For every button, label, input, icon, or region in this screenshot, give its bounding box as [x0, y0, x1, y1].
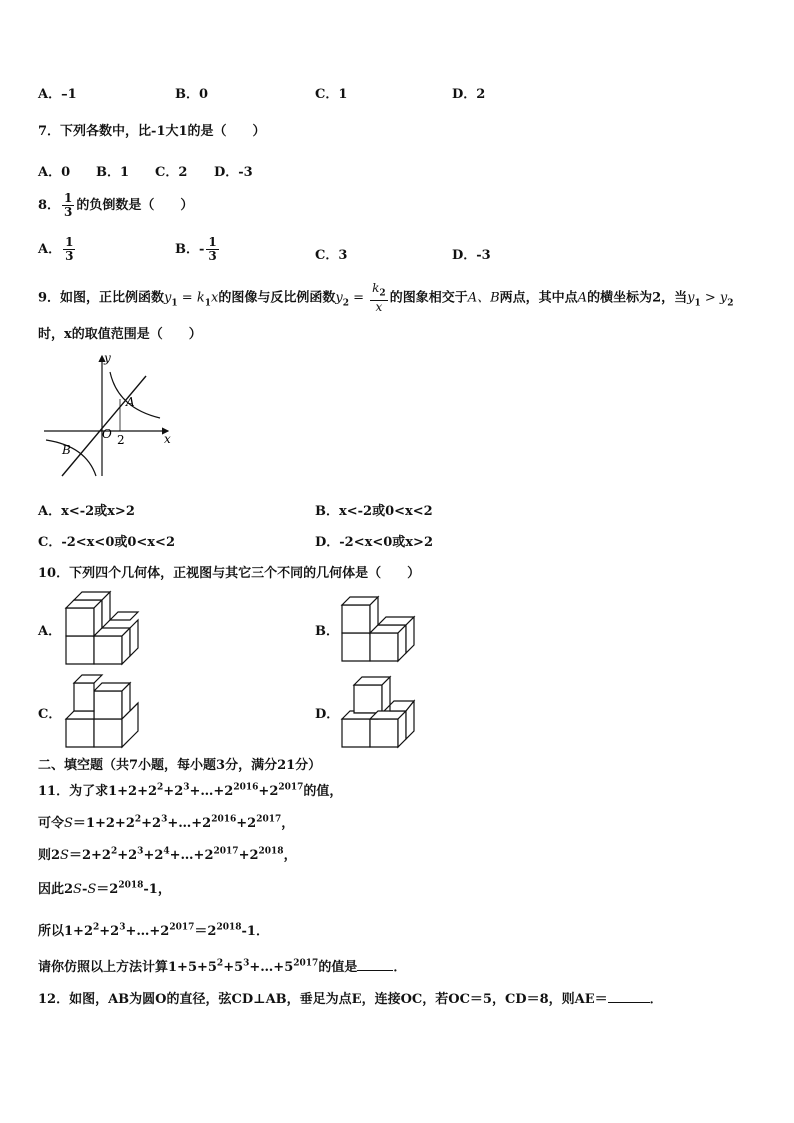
q9-graph [40, 350, 180, 480]
q8-option-b: B．- $\frac{1}{3}$ [175, 235, 217, 263]
q11-line4: 因此$2S-S=2^{2018}-1$， [38, 880, 171, 897]
q10-option-b-label: B． [315, 624, 339, 639]
q10-option-d-label: D． [315, 707, 340, 722]
q7-option-b: B．1 [96, 165, 130, 180]
graph-label-o: O [102, 427, 112, 441]
q11-line1: 11．为了求$1+2+2^2+2^3+\dots+2^{2016}+2^{2017}$的值， [38, 782, 343, 799]
q12-answer-blank[interactable] [608, 990, 650, 1003]
q6-option-b: B．0 [175, 87, 209, 102]
q9-stem: 9．如图，正比例函数$y_1 = k_1x$的图像与反比例函数$y_2$ = $\frac{k_2}{x}$ 的图象相交于A、B两点，其中点A的横坐标为2，当$y_1 > y_2$ [38, 281, 734, 315]
q10-stem: 10．下列四个几何体，正视图与其它三个不同的几何体是（ ） [38, 566, 421, 581]
q10-solid-d [340, 673, 422, 749]
q11-answer-blank[interactable] [357, 958, 393, 971]
q8-option-a: A． $\frac{1}{3}$ [38, 235, 74, 263]
q10-option-c-label: C． [38, 707, 62, 722]
graph-label-2: 2 [117, 433, 125, 447]
q11-line2: 可令$S=1+2+2^2+2^3+\dots+2^{2016}+2^{2017}$， [38, 814, 295, 831]
q7-stem: 7．下列各数中，比-1大1的是（ ） [38, 124, 266, 139]
q7-option-a: A．0 [38, 165, 71, 180]
q11-line6: 请你仿照以上方法计算$1+5+5^2+5^3+\dots+5^{2017}$的值是 ． [38, 958, 407, 975]
q11-line3: 则$2S=2+2^2+2^3+2^4+\dots+2^{2017}+2^{2018}$， [38, 846, 297, 863]
q12-stem: 12．如图，AB为圆O的直径，弦CD⊥AB，垂足为点E，连接OC，若OC＝5，CD＝8，则AE＝ ． [38, 992, 663, 1007]
q8-stem: 8． $\frac{1}{3}$ 的负倒数是（ ） [38, 191, 194, 219]
section2-heading: 二、填空题（共7小题，每小题3分，满分21分） [38, 758, 322, 773]
q10-solid-a [64, 590, 146, 666]
q7-option-c: C．2 [155, 165, 188, 180]
q6-option-a: A．–1 [38, 87, 77, 102]
q6-option-c: C．1 [315, 87, 348, 102]
graph-label-y: y [104, 351, 111, 365]
q8-option-d: D．-3 [452, 248, 491, 263]
q9-option-b: B．x<-2或0<x<2 [315, 504, 433, 519]
q8-option-c: C．3 [315, 248, 348, 263]
hyperbola-branch-1 [110, 372, 160, 418]
graph-label-a: A [126, 395, 135, 409]
graph-label-b: B [62, 443, 71, 457]
q9-option-d: D．-2<x<0或x>2 [315, 535, 433, 550]
q10-solid-c [64, 673, 146, 749]
q6-option-d: D．2 [452, 87, 486, 102]
q9-option-a: A．x<-2或x>2 [38, 504, 135, 519]
q10-option-a-label: A． [38, 624, 62, 639]
q10-solid-b [340, 593, 422, 665]
q7-option-d: D．-3 [214, 165, 253, 180]
graph-label-x: x [164, 432, 171, 446]
q9-stem-line2: 时，x的取值范围是（ ） [38, 327, 202, 342]
q11-line5: 所以$1+2^2+2^3+\dots+2^{2017}=2^{2018}-1$． [38, 922, 269, 939]
q9-option-c: C．-2<x<0或0<x<2 [38, 535, 175, 550]
linear-function-line [62, 376, 146, 476]
